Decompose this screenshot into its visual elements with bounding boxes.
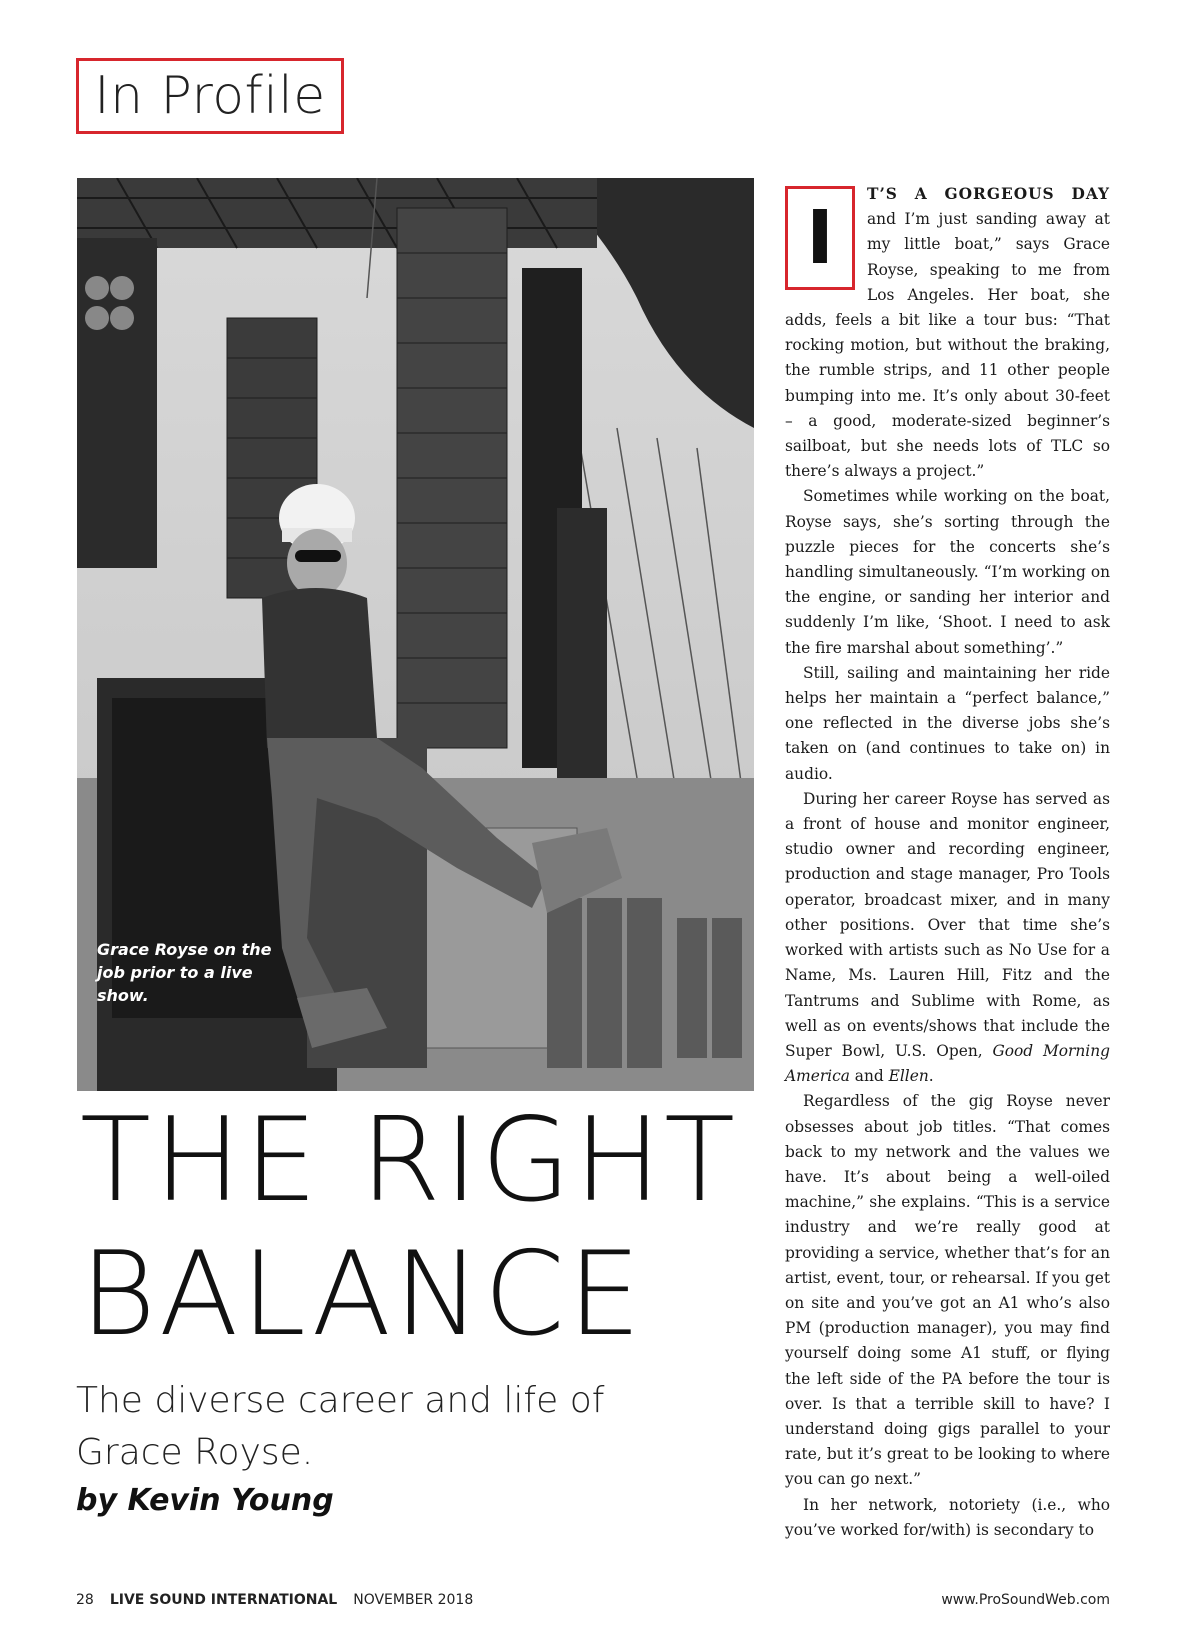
- article-paragraph-2: Sometimes while working on the boat, Royse says, she’s sorting through the puzzle pieces for the concerts she’s handling simultaneously. “I’m working on the engine, or sanding her interior and suddenly I’m like, ‘Shoot. I need to ask the fire marshal about something’.”: [785, 487, 1110, 657]
- italic-title: Good Morning America: [785, 1041, 1110, 1086]
- page-number: 28: [76, 1592, 94, 1608]
- section-tag: In Profile: [76, 58, 344, 134]
- dek: The diverse career and life of Grace Royse.: [76, 1380, 605, 1473]
- photo-caption: Grace Royse on the job prior to a live show.: [97, 940, 272, 1005]
- issue-date: NOVEMBER 2018: [353, 1592, 474, 1608]
- article-paragraph-1: [785, 182, 1110, 484]
- headline: [80, 1094, 750, 1362]
- article-paragraph-5: Regardless of the gig Royse never obsesses about job titles. “That comes back to my network and the values we have. It’s about being a well-oiled machine,” she explains. “This is a service industry and we’re really good at providing a service, whether that’s for an artist, event, tour, or rehearsal. If you get on site and you’ve got an A1 who’s also PM (production manager), you may find yourself doing some A1 stuff, or flying the left side of the PA before the tour is over. Is that a terrible skill to have? I understand doing gigs parallel to your rate, but it’s great to be looking to where you can go next.”: [785, 1092, 1111, 1489]
- headline-line-1: THE RIGHT: [80, 1093, 739, 1228]
- feature-photo: [77, 178, 754, 1091]
- byline: by Kevin Young: [76, 1483, 334, 1518]
- paragraph-text: During her career Royse has served as a front of house and monitor engineer, studio owner and recording engineer, production and stage manager, Pro Tools operator, broadcast mixer, and in many other positions. Over that time she’s worked with artists such as No Use for a Name, Ms. Lauren Hill, Fitz and the Tantrums and Sublime with Rome, as well as on events/shows that include the Super Bowl, U.S. Open,: [785, 789, 1110, 1060]
- italic-title: Ellen: [888, 1067, 929, 1086]
- paragraph-text: and: [849, 1067, 889, 1086]
- article-paragraph-4: [785, 787, 1110, 1089]
- paragraph-text: and I’m just sanding away at my little boat,” says Grace Royse, speaking to me from Los Angeles. Her boat, she adds, feels a bit like a tour bus: “That rocking motion, but without the braking, the rumble strips, and 11 other people bumping into me. It’s only about 30-feet – a good, moderate-sized beginner’s sailboat, but she needs lots of TLC so there’s always a project.”: [785, 210, 1110, 481]
- page-footer: [76, 1588, 1110, 1612]
- lead-in: T’S A GORGEOUS DAY: [867, 185, 1110, 203]
- magazine-name: LIVE SOUND INTERNATIONAL: [109, 1592, 338, 1608]
- article-paragraph-3: Still, sailing and maintaining her ride helps her maintain a “perfect balance,” one reflected in the diverse jobs she’s taken on (and continues to take on) in audio.: [785, 663, 1110, 783]
- paragraph-text: .: [928, 1067, 934, 1086]
- article-paragraph-6: In her network, notoriety (i.e., who you’ve worked for/with) is secondary to: [785, 1495, 1110, 1539]
- article-body: [785, 182, 1110, 1543]
- drop-cap: I: [785, 186, 855, 290]
- headline-line-2: BALANCE: [80, 1227, 645, 1362]
- website-link[interactable]: www.ProSoundWeb.com: [941, 1592, 1110, 1608]
